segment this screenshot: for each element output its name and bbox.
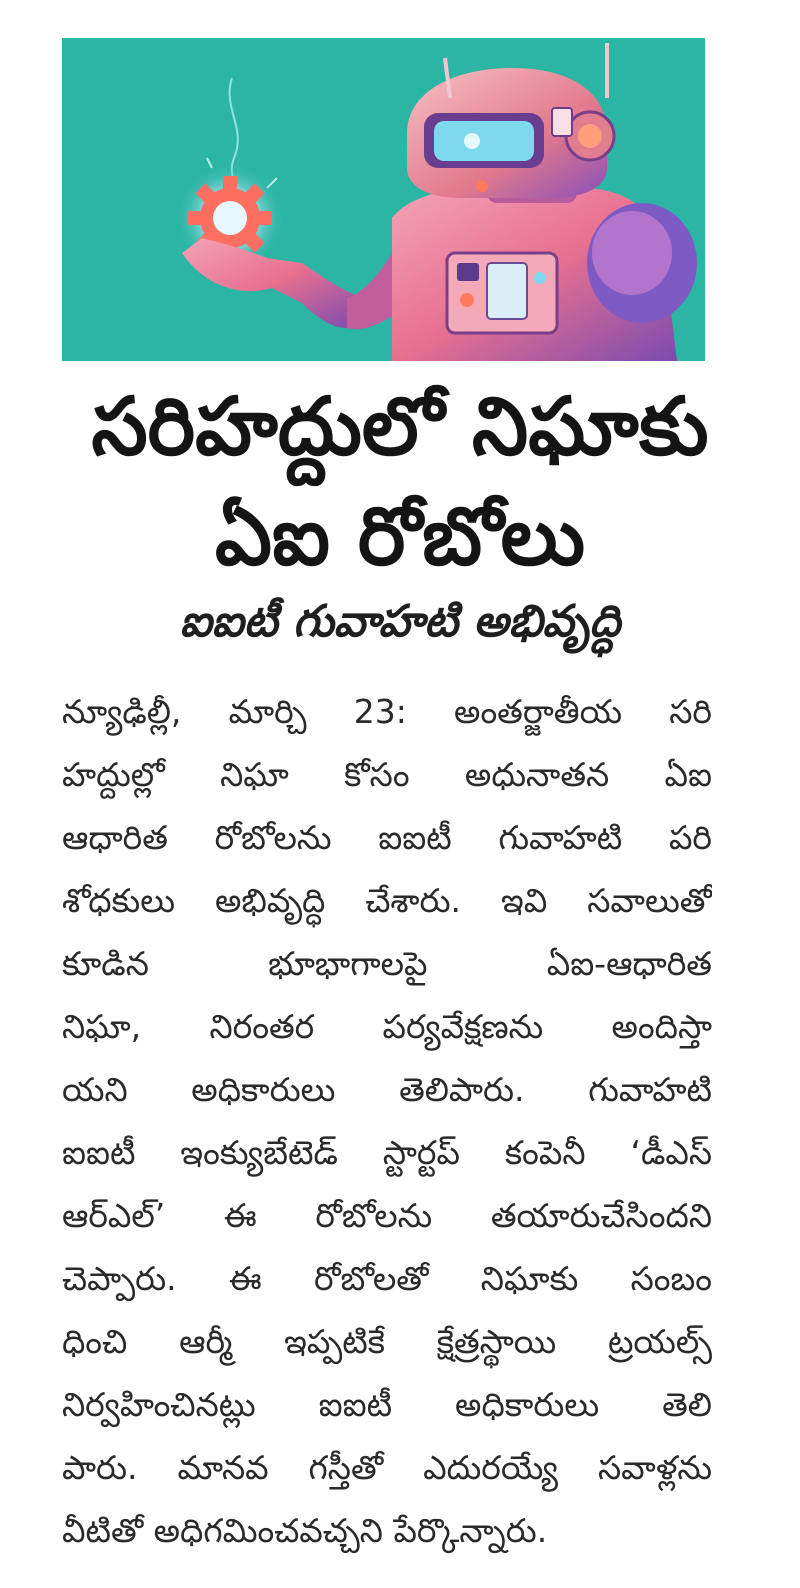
- headline-line-1: సరిహద్దులో నిఘాకు: [91, 380, 709, 473]
- body-line: ఆర్ఎల్’ ఈ రోబోలను తయారుచేసిందని: [62, 1196, 712, 1235]
- body-line: హద్దుల్లో నిఘా కోసం అధునాతన ఏఐ: [62, 755, 712, 794]
- article-body: [62, 680, 712, 1562]
- body-line: నిఘా, నిరంతర పర్యవేక్షణను అందిస్తా: [62, 1007, 712, 1046]
- body-line: శోధకులు అభివృద్ధి చేశారు. ఇవి సవాలుతో: [62, 881, 712, 920]
- body-line: ఐఐటీ ఇంక్యుబేటెడ్ స్టార్టప్ కంపెనీ ‘డీఎస్: [62, 1133, 712, 1172]
- subheadline: ఐఐటీ గువాహటి అభివృద్ధి: [179, 596, 621, 647]
- body-line: కూడిన భూభాగాలపై ఏఐ-ఆధారిత: [62, 944, 712, 983]
- body-line: నిర్వహించినట్లు ఐఐటీ అధికారులు తెలి: [62, 1385, 712, 1424]
- body-line: యని అధికారులు తెలిపారు. గువాహటి: [62, 1070, 712, 1109]
- body-line: ఆధారిత రోబోలను ఐఐటీ గువాహటి పరి: [62, 818, 712, 857]
- body-line: ధించి ఆర్మీ ఇప్పటికే క్షేత్రస్థాయి ట్రయల్స్: [62, 1322, 712, 1361]
- body-line: వీటితో అధిగమించవచ్చని పేర్కొన్నారు.: [62, 1511, 548, 1550]
- body-line: చెప్పారు. ఈ రోబోలతో నిఘాకు సంబం: [62, 1259, 712, 1298]
- body-line: పారు. మానవ గస్తీతో ఎదురయ్యే సవాళ్లను: [62, 1448, 712, 1487]
- headline-line-2: ఏఐ రోబోలు: [214, 490, 585, 583]
- robot-illustration: [62, 38, 705, 361]
- body-line: న్యూఢిల్లీ, మార్చి 23: అంతర్జాతీయ సరి: [62, 692, 712, 731]
